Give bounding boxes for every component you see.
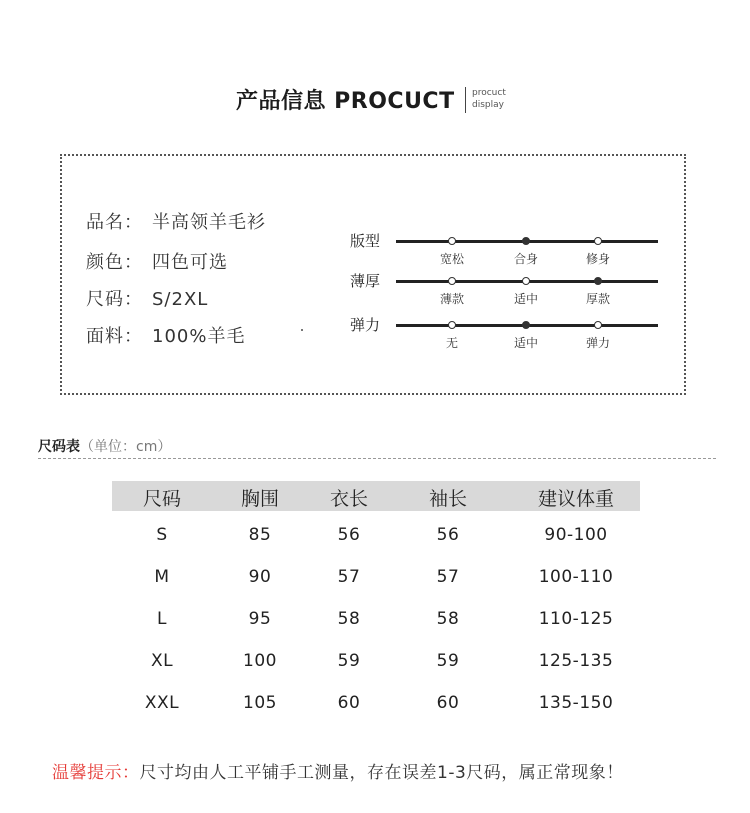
slider-option-label: 无 [445,336,459,350]
slider-option-label: 弹力 [585,336,611,350]
table-cell: 60 [337,693,361,713]
slider-option-label: 宽松 [439,252,465,266]
info-row-color [86,248,228,274]
info-row-name [86,208,266,234]
slider-dot-selected [522,321,530,329]
size-chart-title [38,436,171,456]
table-cell: XXL [144,693,180,713]
title-divider [465,87,466,113]
info-row-size [86,285,208,311]
info-row-material [86,322,245,348]
page-title: 产品信息 PROCUCT [236,89,455,114]
slider-dot [594,237,602,245]
subtext-line-2: display [472,100,504,110]
table-cell: 57 [436,567,460,587]
title-subtext [472,87,506,111]
slider-dot [594,321,602,329]
table-cell: XL [150,651,174,671]
info-label: 颜色： [86,252,143,273]
info-label: 面料： [86,326,143,347]
slider-dot [522,277,530,285]
table-cell: 58 [436,609,460,629]
table-cell: S [156,525,168,545]
info-value: 100%羊毛 [152,326,246,347]
table-cell: 100-110 [538,567,614,587]
tip-text: 尺寸均由人工平铺手工测量，存在误差1-3尺码，属正常现象！ [139,763,624,783]
table-cell: 90-100 [544,525,608,545]
table-cell: 95 [248,609,272,629]
slider-option-label: 厚款 [585,292,611,306]
table-cell: 110-125 [538,609,614,629]
slider-name: 弹力 [350,316,381,334]
table-cell: 60 [436,693,460,713]
table-cell: 125-135 [538,651,614,671]
size-chart-heading: 尺码表 [38,439,80,455]
table-cell: 135-150 [538,693,614,713]
warm-tip [52,758,624,783]
info-value: 四色可选 [152,252,228,273]
slider-dot [448,277,456,285]
table-cell: 100 [243,651,277,671]
column-header: 尺码 [142,488,182,510]
slider-dot [448,321,456,329]
column-header: 袖长 [428,488,468,510]
slider-option-label: 适中 [513,292,539,306]
table-cell: 58 [337,609,361,629]
slider-dot-selected [522,237,530,245]
slider-option-label: 适中 [513,336,539,350]
slider-option-label: 修身 [585,252,611,266]
table-cell: 56 [436,525,460,545]
table-cell: 56 [337,525,361,545]
table-cell: 85 [248,525,272,545]
subtext-line-1: procuct [472,88,506,98]
section-divider [38,458,716,459]
info-value: 半高领羊毛衫 [152,212,266,233]
table-cell: 57 [337,567,361,587]
slider-option-label: 合身 [513,252,539,266]
slider-option-label: 薄款 [439,292,465,306]
table-cell: L [157,609,167,629]
table-cell: 59 [337,651,361,671]
column-header: 建议体重 [537,488,615,510]
tip-label: 温馨提示： [52,763,140,783]
column-header: 胸围 [240,488,280,510]
slider-name: 版型 [350,232,381,250]
table-cell: 90 [248,567,272,587]
info-label: 尺码： [86,289,143,310]
info-value: S/2XL [152,289,209,310]
slider-name: 薄厚 [350,272,381,290]
slider-dot [448,237,456,245]
stray-dot [301,329,303,331]
table-cell: 105 [243,693,277,713]
table-cell: 59 [436,651,460,671]
slider-dot-selected [594,277,602,285]
size-chart-unit: （单位：cm） [80,439,172,455]
info-label: 品名： [86,212,143,233]
table-cell: M [154,567,170,587]
column-header: 衣长 [329,488,369,510]
